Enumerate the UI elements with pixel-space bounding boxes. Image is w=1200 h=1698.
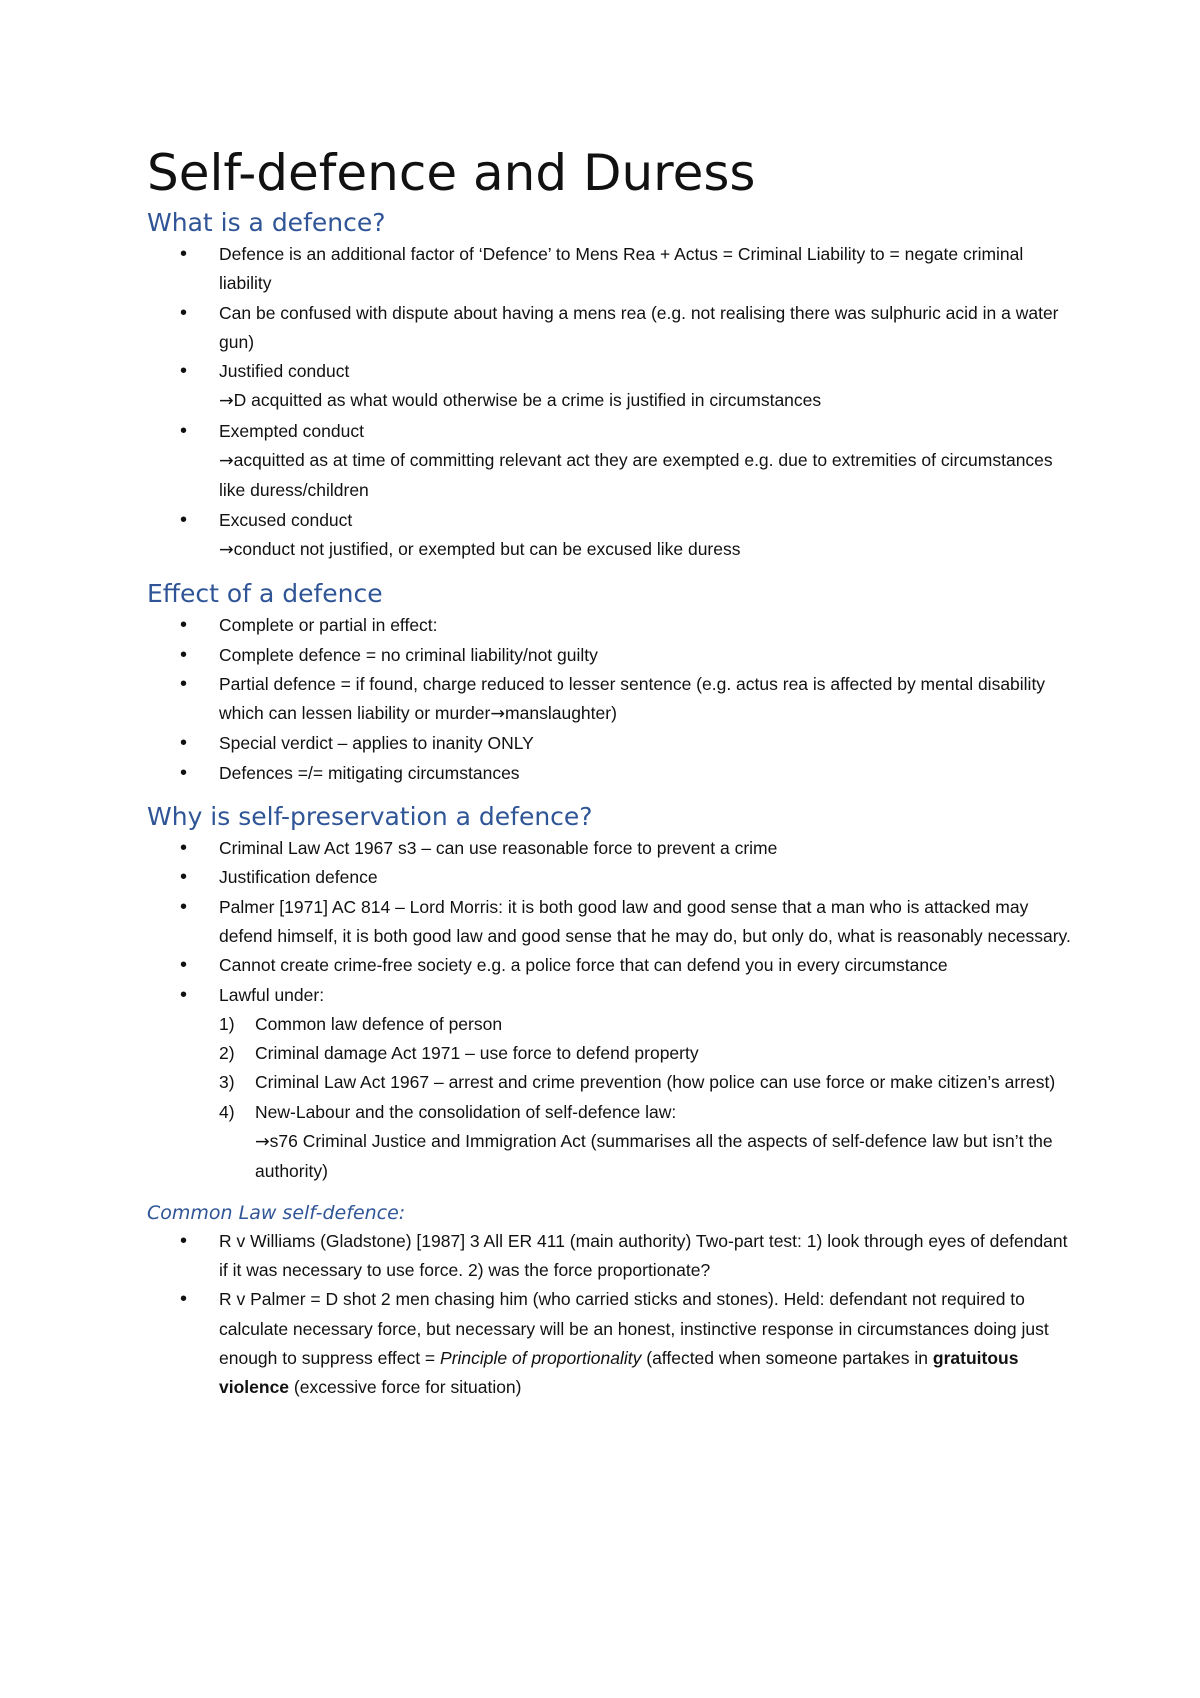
list-item: • Exempted conduct →acquitted as at time of committing relevant act they are exempted e.g. due to extremities of circumstances like duress/children [147, 417, 1077, 506]
list-item: • Justified conduct →D acquitted as what would otherwise be a crime is justified in circumstances [147, 357, 1077, 417]
list-item: • Criminal Law Act 1967 s3 – can use reasonable force to prevent a crime [147, 834, 1077, 863]
numbered-item: 2) Criminal damage Act 1971 – use force to defend property [219, 1043, 699, 1064]
heading-effect-of-a-defence: Effect of a defence [147, 579, 383, 609]
numbered-item: 3) Criminal Law Act 1967 – arrest and crime prevention (how police can use force or make citizen’s arrest) [219, 1072, 1056, 1093]
bullet-list-common-law [147, 1227, 1077, 1403]
list-item: • Justification defence [147, 863, 1077, 892]
list-item: • Can be confused with dispute about having a mens rea (e.g. not realising there was sulphuric acid in a water gun) [147, 299, 1077, 358]
heading-what-is-a-defence: What is a defence? [147, 208, 386, 237]
list-item: • Defences =/= mitigating circumstances [147, 759, 1077, 788]
heading-why-self-preservation: Why is self-preservation a defence? [147, 802, 593, 832]
numbered-item: 1) Common law defence of person [219, 1013, 503, 1034]
bullet-list-what-is-defence [147, 240, 1077, 565]
list-item: • R v Williams (Gladstone) [1987] 3 All ER 411 (main authority) Two-part test: 1) look through eyes of defendant if it was necessary to use force. 2) was the force proportionate? [147, 1227, 1077, 1286]
list-item: • Defence is an additional factor of ‘Defence’ to Mens Rea + Actus = Criminal Liability to = negate criminal liability [147, 240, 1077, 299]
list-item: • Complete or partial in effect: [147, 611, 1077, 640]
arrow-icon: → [490, 704, 506, 725]
list-item: • Lawful under: [147, 981, 1077, 1010]
arrow-icon: → [219, 391, 234, 412]
list-item: • Cannot create crime-free society e.g. a police force that can defend you in every circumstance [147, 951, 1077, 980]
list-item: • Special verdict – applies to inanity ONLY [147, 729, 1077, 758]
list-item: • Palmer [1971] AC 814 – Lord Morris: it is both good law and good sense that a man who is attacked may defend himself, it is both good law and good sense that he may do, but only do, what is reasonably necessary. [147, 893, 1077, 952]
list-item: • Excused conduct →conduct not justified, or exempted but can be excused like duress [147, 506, 1077, 566]
arrow-icon: → [219, 451, 234, 472]
numbered-list-lawful-under [147, 1010, 1077, 1187]
document-page [147, 140, 1077, 1402]
arrow-icon: → [219, 539, 234, 560]
list-item: • R v Palmer = D shot 2 men chasing him (who carried sticks and stones). Held: defendant not required to calculate necessary force, but necessary will be an honest, instinctive response in circumstances doing just enough to suppress effect = Principle of proportionality (affected when someone partakes in gratuitous violence (excessive force for situation) [147, 1285, 1077, 1402]
bullet-list-effect-of-defence [147, 611, 1077, 788]
numbered-item: 4) New-Labour and the consolidation of self-defence law: →s76 Criminal Justice and Immigration Act (summarises all the aspects of self-defence law but isn’t the authority) [219, 1101, 1053, 1182]
list-item: • Partial defence = if found, charge reduced to lesser sentence (e.g. actus rea is affected by mental disability which can lessen liability or murder→manslaughter) [147, 670, 1077, 730]
bullet-list-self-preservation [147, 834, 1077, 1010]
document-title: Self-defence and Duress [147, 144, 756, 202]
arrow-icon: → [255, 1132, 270, 1153]
subheading-common-law-self-defence: Common Law self-defence: [147, 1201, 406, 1224]
list-item: • Complete defence = no criminal liability/not guilty [147, 641, 1077, 670]
